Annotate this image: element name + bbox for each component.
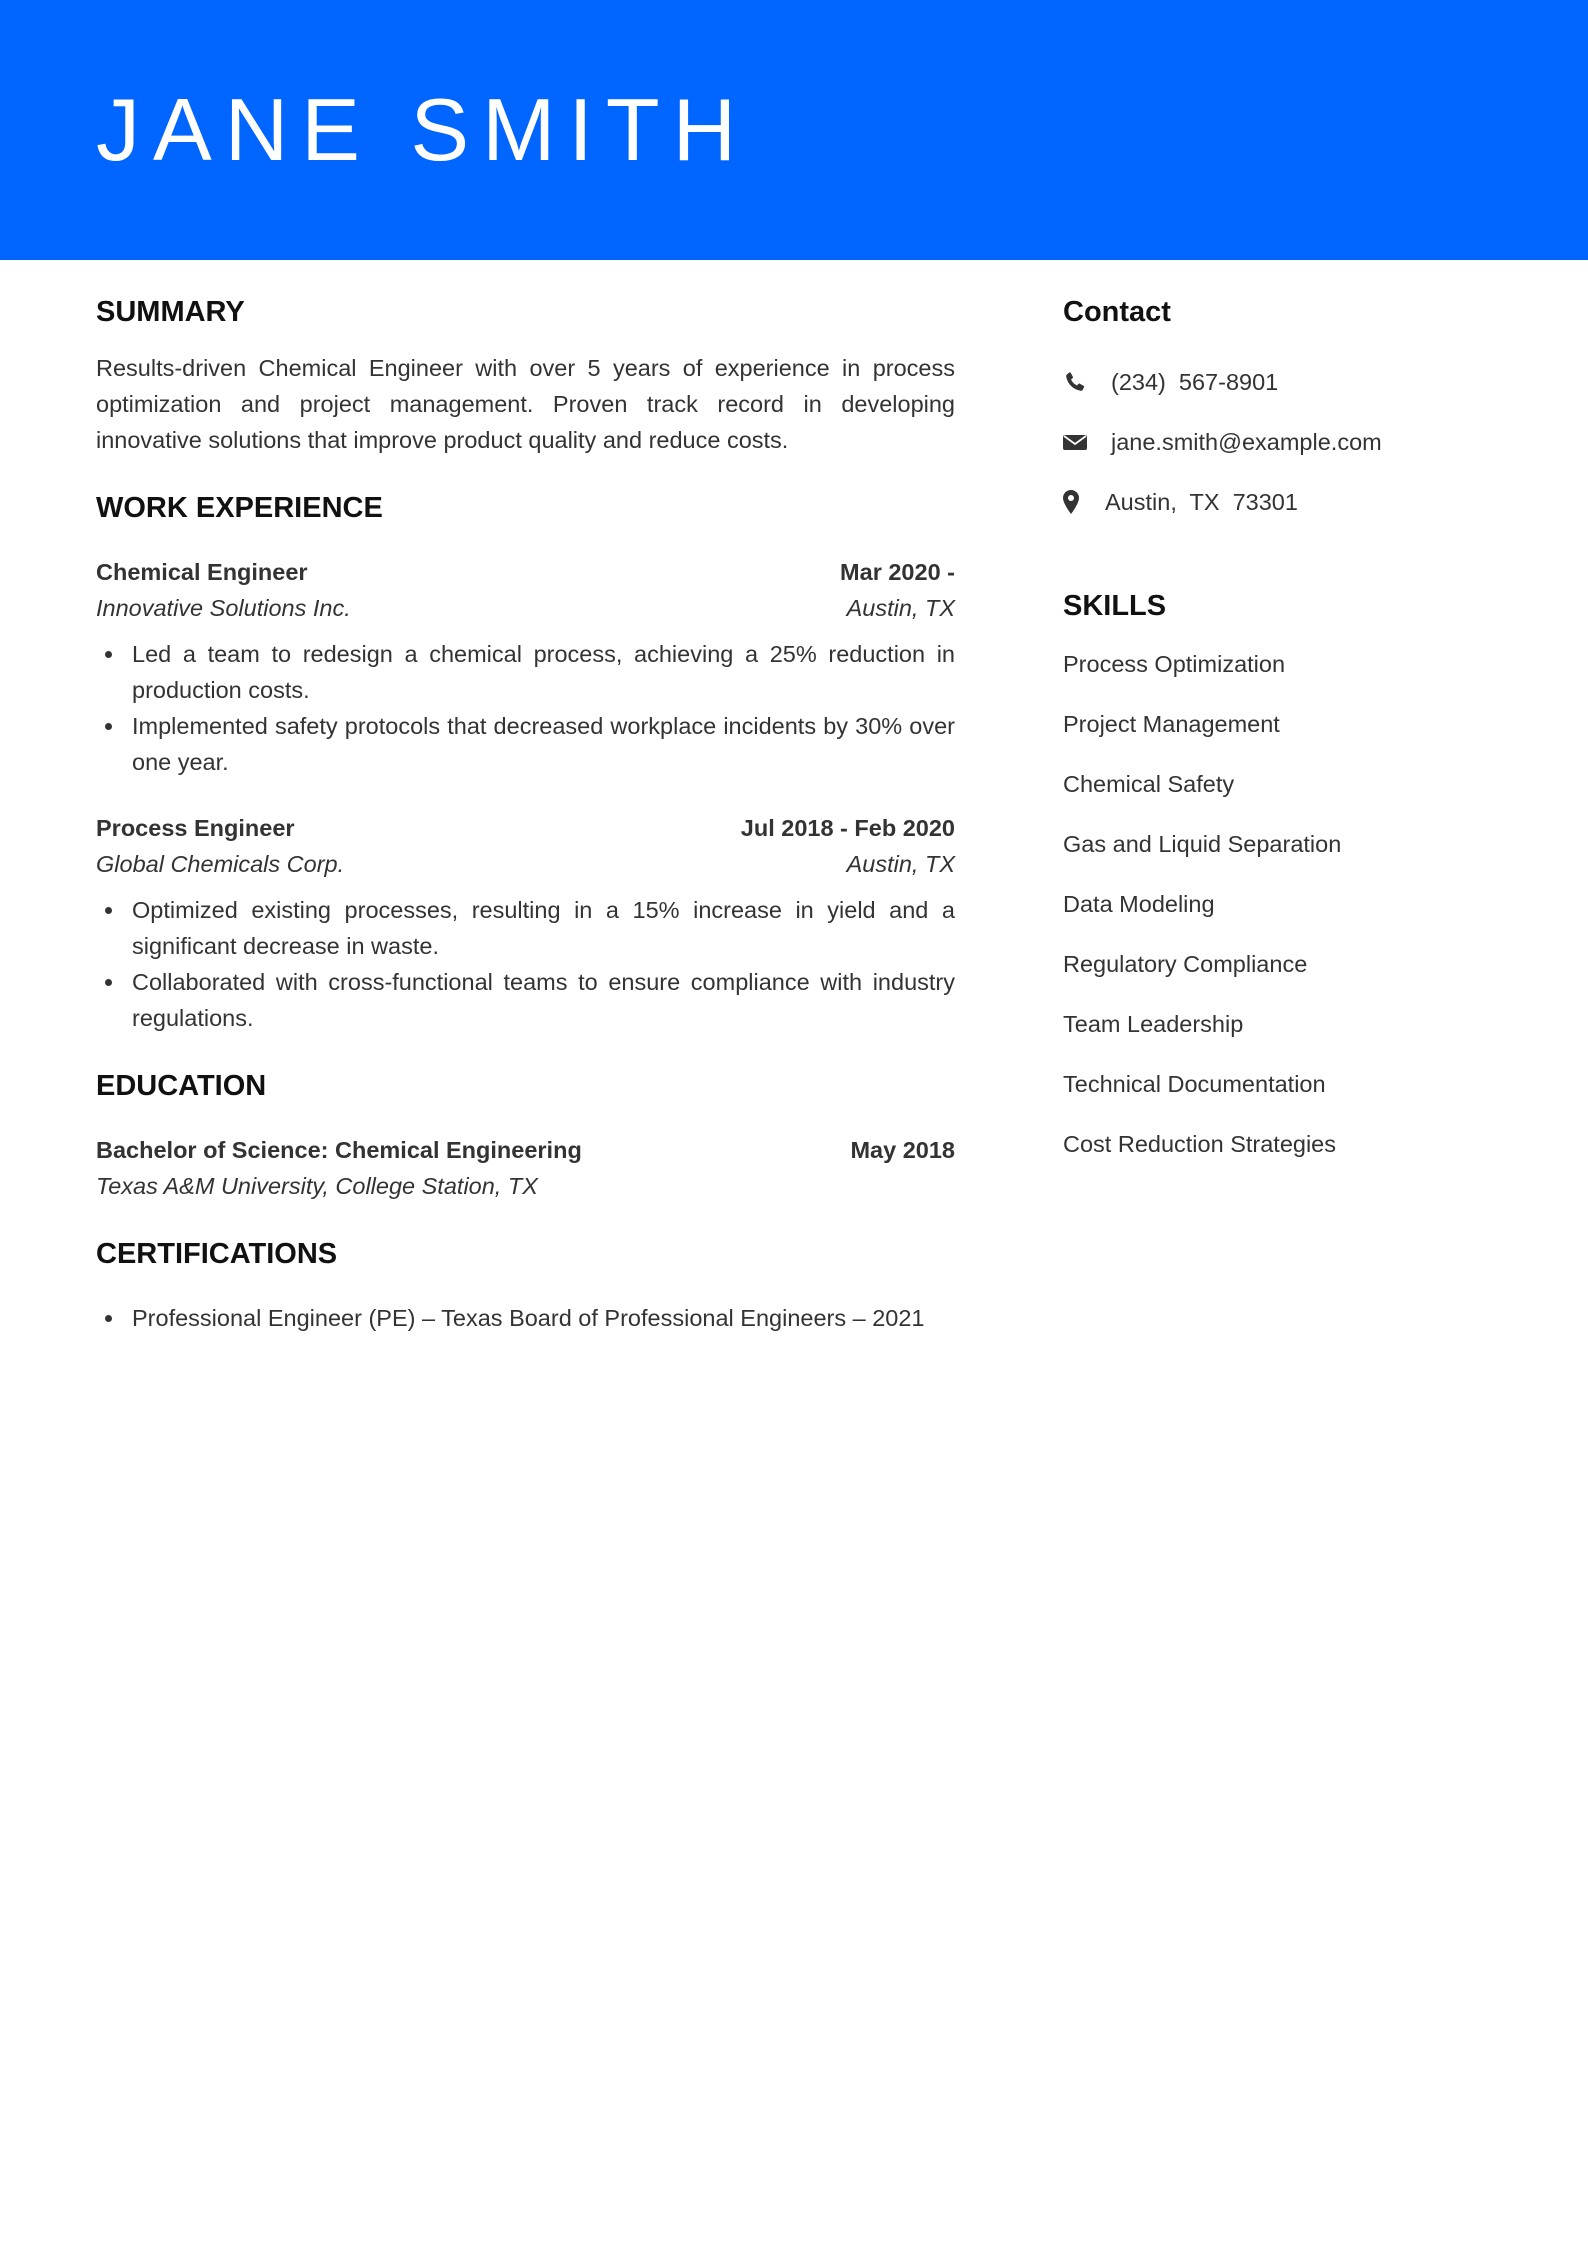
bullet-item: Led a team to redesign a chemical process, achieving a 25% reduction in production costs. xyxy=(132,636,955,708)
skills-heading: SKILLS xyxy=(1063,590,1167,622)
bullet-dot-icon xyxy=(105,651,112,658)
contact-phone xyxy=(1063,364,1503,400)
sidebar xyxy=(1063,290,1503,1186)
phone-number: (234) 567-8901 xyxy=(1111,369,1279,395)
certification-list xyxy=(96,1300,955,1336)
skill-item: Technical Documentation xyxy=(1063,1071,1326,1097)
job-title: Chemical Engineer xyxy=(96,559,308,585)
certifications-heading: CERTIFICATIONS xyxy=(96,1238,338,1270)
skill-item: Cost Reduction Strategies xyxy=(1063,1131,1337,1157)
bullet-dot-icon xyxy=(105,907,112,914)
skill-item: Project Management xyxy=(1063,711,1280,737)
phone-icon xyxy=(1063,369,1089,395)
bullet-item: Optimized existing processes, resulting in a 15% increase in yield and a significant decrease in waste. xyxy=(132,892,955,964)
education-entry xyxy=(96,1132,955,1204)
job-dates: Jul 2018 - Feb 2020 xyxy=(740,815,955,841)
contact-location xyxy=(1063,484,1503,520)
map-marker-icon xyxy=(1063,489,1081,515)
company-name: Innovative Solutions Inc. xyxy=(96,595,351,621)
company-name: Global Chemicals Corp. xyxy=(96,851,345,877)
job-bullets xyxy=(96,892,955,1036)
bullet-dot-icon xyxy=(105,979,112,986)
skill-item: Regulatory Compliance xyxy=(1063,951,1308,977)
summary-heading: SUMMARY xyxy=(96,296,245,328)
bullet-dot-icon xyxy=(105,1315,112,1322)
location-text: Austin, TX 73301 xyxy=(1105,489,1298,515)
job-entry xyxy=(96,810,955,1036)
job-location: Austin, TX xyxy=(846,595,955,621)
skill-item: Data Modeling xyxy=(1063,891,1215,917)
school-name: Texas A&M University, College Station, TX xyxy=(96,1173,538,1199)
job-title: Process Engineer xyxy=(96,815,295,841)
bullet-item: Collaborated with cross-functional teams to ensure compliance with industry regulations. xyxy=(132,964,955,1036)
skill-item: Team Leadership xyxy=(1063,1011,1244,1037)
email-address: jane.smith@example.com xyxy=(1111,429,1382,455)
job-bullets xyxy=(96,636,955,780)
degree: Bachelor of Science: Chemical Engineering xyxy=(96,1137,582,1163)
job-location: Austin, TX xyxy=(846,851,955,877)
contact-heading: Contact xyxy=(1063,296,1171,328)
skill-item: Chemical Safety xyxy=(1063,771,1235,797)
bullet-dot-icon xyxy=(105,723,112,730)
job-entry xyxy=(96,554,955,780)
graduation-date: May 2018 xyxy=(850,1137,955,1163)
skill-item: Gas and Liquid Separation xyxy=(1063,831,1342,857)
main-column xyxy=(96,290,955,1336)
skill-item: Process Optimization xyxy=(1063,651,1286,677)
candidate-name: JANE SMITH xyxy=(96,80,750,179)
education-heading: EDUCATION xyxy=(96,1070,267,1102)
bullet-item: Implemented safety protocols that decreased workplace incidents by 30% over one year. xyxy=(132,708,955,780)
work-experience-heading: WORK EXPERIENCE xyxy=(96,492,383,524)
summary-text: Results-driven Chemical Engineer with over 5 years of experience in process optimization and project management. Proven track record in developing innovative solutions that improve product quality and reduce costs. xyxy=(96,355,955,453)
header-banner xyxy=(0,0,1588,260)
certification-item: Professional Engineer (PE) – Texas Board of Professional Engineers – 2021 xyxy=(132,1300,955,1336)
job-dates: Mar 2020 - xyxy=(840,559,955,585)
envelope-icon xyxy=(1063,429,1089,455)
contact-email xyxy=(1063,424,1503,460)
